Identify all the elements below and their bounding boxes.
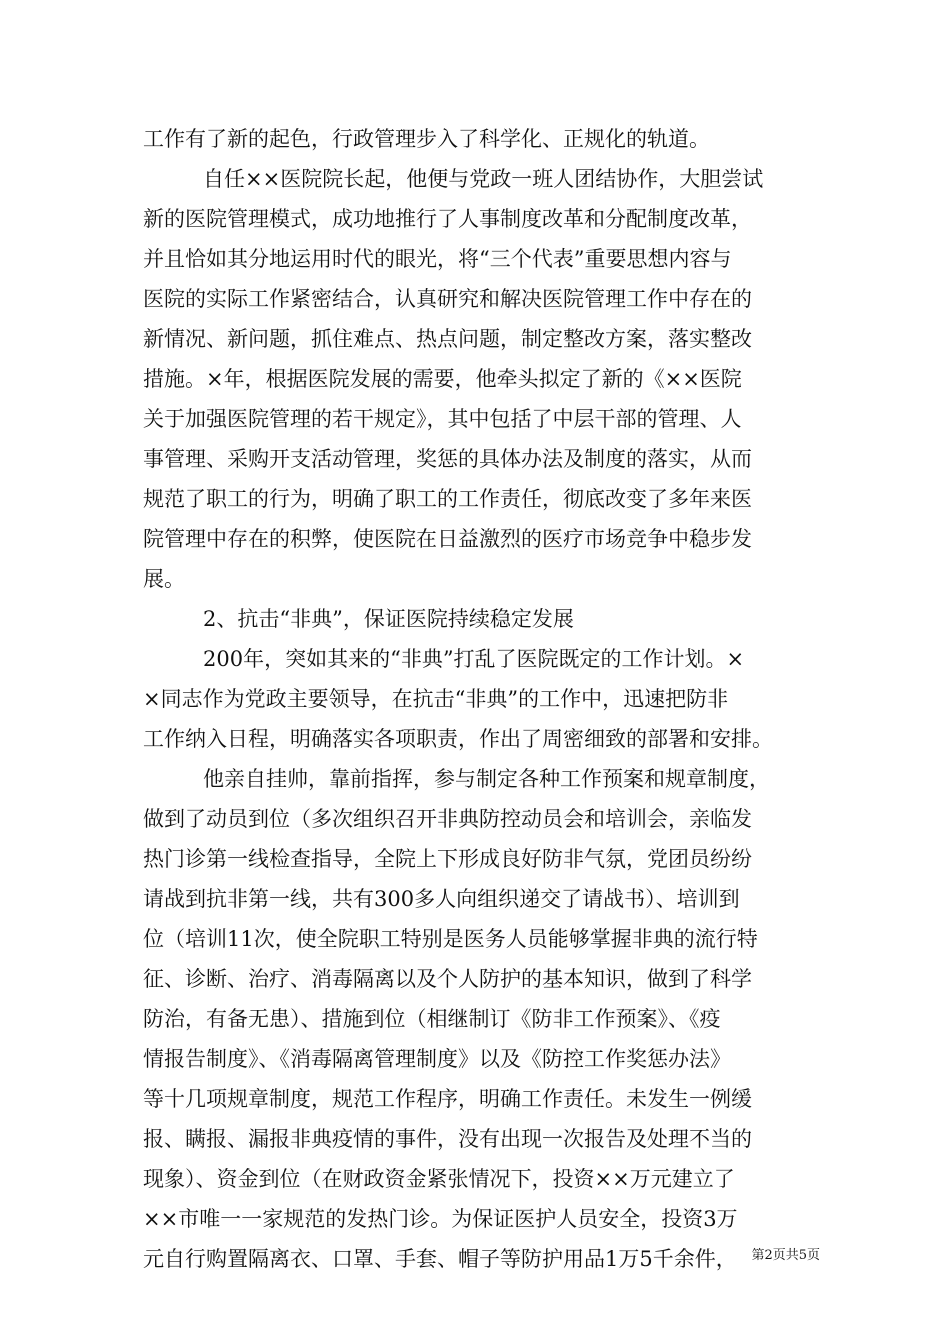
text-line: 元自行购置隔离衣、口罩、手套、帽子等防护用品1万5千余件， xyxy=(143,1247,737,1271)
body-text xyxy=(143,119,813,1279)
text-line: 事管理、采购开支活动管理，奖惩的具体办法及制度的落实，从而 xyxy=(143,447,752,471)
text-line: 位（培训11次，使全院职工特别是医务人员能够掌握非典的流行特 xyxy=(143,927,758,951)
text-line: 情报告制度》、《消毒隔离管理制度》以及《防控工作奖惩办法》 xyxy=(143,1047,731,1071)
text-line: 新情况、新问题，抓住难点、热点问题，制定整改方案，落实整改 xyxy=(143,327,752,351)
text-line: 请战到抗非第一线，共有300多人向组织递交了请战书）、培训到 xyxy=(143,887,740,911)
text-line: 规范了职工的行为，明确了职工的工作责任，彻底改变了多年来医 xyxy=(143,487,752,511)
text-line: 做到了动员到位（多次组织召开非典防控动员会和培训会，亲临发 xyxy=(143,807,752,831)
text-line: 医院的实际工作紧密结合，认真研究和解决医院管理工作中存在的 xyxy=(143,287,752,311)
text-line: 院管理中存在的积弊，使医院在日益激烈的医疗市场竞争中稳步发 xyxy=(143,527,752,551)
text-line: 并且恰如其分地运用时代的眼光，将“三个代表”重要思想内容与 xyxy=(143,247,732,271)
text-line: 防治，有备无患）、措施到位（相继制订《防非工作预案》、《疫 xyxy=(143,1007,721,1031)
text-line: 报、瞒报、漏报非典疫情的事件，没有出现一次报告及处理不当的 xyxy=(143,1127,752,1151)
text-line: ×同志作为党政主要领导，在抗击“非典”的工作中，迅速把防非 xyxy=(143,687,729,711)
section-heading: 2、抗击“非典”，保证医院持续稳定发展 xyxy=(203,607,574,631)
text-line: 他亲自挂帅，靠前指挥，参与制定各种工作预案和规章制度， xyxy=(203,767,770,791)
page-number: 第2页共5页 xyxy=(751,1248,820,1263)
text-line: 200年，突如其来的“非典”打乱了医院既定的工作计划。× xyxy=(203,647,745,671)
text-line: 热门诊第一线检查指导，全院上下形成良好防非气氛，党团员纷纷 xyxy=(143,847,752,871)
text-line: 展。 xyxy=(143,567,185,591)
text-line: 征、诊断、治疗、消毒隔离以及个人防护的基本知识，做到了科学 xyxy=(143,967,752,991)
text-line: 自任××医院院长起，他便与党政一班人团结协作，大胆尝试 xyxy=(203,167,764,191)
text-line: 措施。×年，根据医院发展的需要，他牵头拟定了新的《××医院 xyxy=(143,367,742,391)
text-line: 新的医院管理模式，成功地推行了人事制度改革和分配制度改革， xyxy=(143,207,752,231)
text-line: ××市唯一一家规范的发热门诊。为保证医护人员安全，投资3万 xyxy=(143,1207,738,1231)
text-line: 工作纳入日程，明确落实各项职责，作出了周密细致的部署和安排。 xyxy=(143,727,773,751)
text-line: 等十几项规章制度，规范工作程序，明确工作责任。未发生一例缓 xyxy=(143,1087,752,1111)
text-line: 现象）、资金到位（在财政资金紧张情况下，投资××万元建立了 xyxy=(143,1167,735,1191)
text-line: 工作有了新的起色，行政管理步入了科学化、正规化的轨道。 xyxy=(143,127,710,151)
text-line: 关于加强医院管理的若干规定》，其中包括了中层干部的管理、人 xyxy=(143,407,742,431)
